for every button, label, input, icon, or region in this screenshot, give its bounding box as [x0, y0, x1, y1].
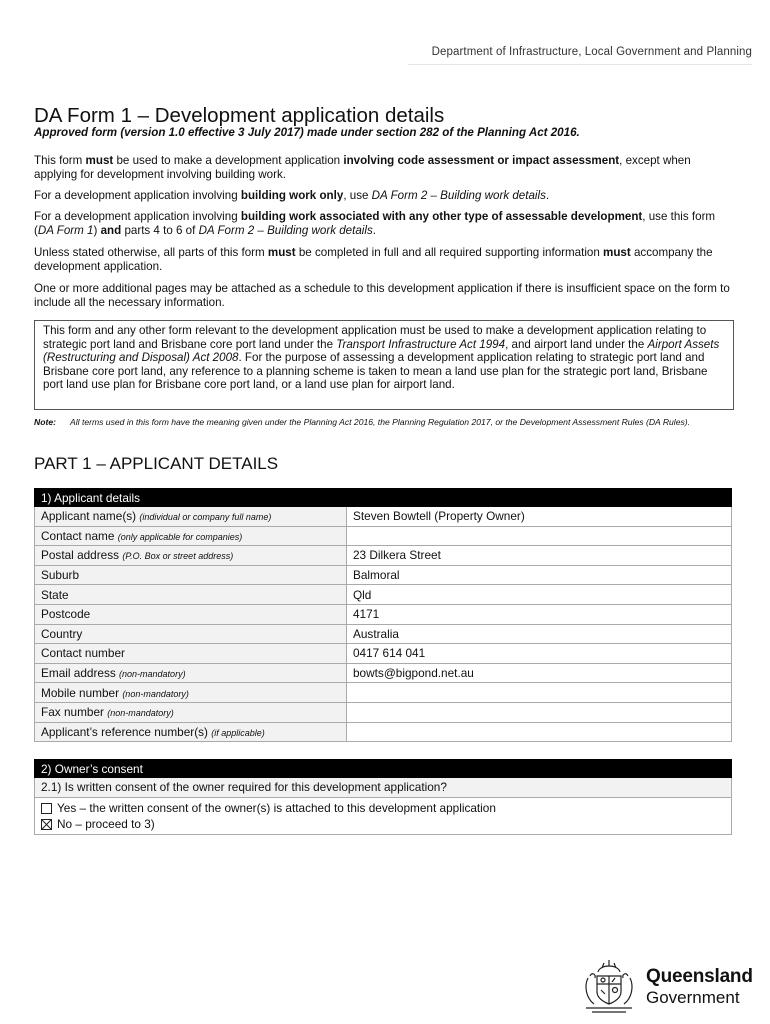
table-row — [35, 663, 732, 683]
fax-number-field[interactable] — [347, 702, 732, 722]
table-row — [35, 585, 732, 605]
owners-consent-table — [34, 759, 732, 835]
email-address-label: Email address (non-mandatory) — [35, 663, 347, 683]
country-field[interactable]: Australia — [347, 624, 732, 644]
contact-name-field[interactable] — [347, 526, 732, 546]
intro-paragraph-3: For a development application involving building work associated with any other type of assessable development, use this form (DA Form 1) and parts 4 to 6 of DA Form 2 – Building work details. — [34, 210, 716, 237]
fax-number-label: Fax number (non-mandatory) — [35, 702, 347, 722]
intro-paragraph-2: For a development application involving building work only, use DA Form 2 – Building work details. — [34, 189, 550, 202]
table-row — [35, 565, 732, 585]
table-row — [35, 702, 732, 722]
checkbox-icon[interactable] — [41, 803, 52, 814]
applicant-name-field[interactable]: Steven Bowtell (Property Owner) — [347, 507, 732, 527]
table-row — [35, 546, 732, 566]
suburb-label: Suburb — [35, 565, 347, 585]
logo-line-1: Queensland — [646, 966, 753, 987]
owners-consent-question: 2.1) Is written consent of the owner required for this development application? — [35, 778, 732, 798]
mobile-number-field[interactable] — [347, 683, 732, 703]
queensland-government-logo — [580, 958, 755, 1016]
mobile-number-label: Mobile number (non-mandatory) — [35, 683, 347, 703]
logo-line-2: Government — [646, 988, 740, 1007]
contact-number-label: Contact number — [35, 644, 347, 664]
postcode-label: Postcode — [35, 604, 347, 624]
postcode-field[interactable]: 4171 — [347, 604, 732, 624]
intro-paragraph-4: Unless stated otherwise, all parts of this form must be completed in full and all required supporting information must accompany the development application. — [34, 246, 713, 273]
email-address-field[interactable]: bowts@bigpond.net.au — [347, 663, 732, 683]
consent-option-yes-label: Yes – the written consent of the owner(s) is attached to this development application — [57, 800, 496, 815]
table-row — [35, 604, 732, 624]
table-row — [35, 526, 732, 546]
table-row — [35, 722, 732, 742]
contact-number-field[interactable]: 0417 614 041 — [347, 644, 732, 664]
state-field[interactable]: Qld — [347, 585, 732, 605]
note-label: Note: — [34, 417, 56, 427]
owners-consent-options — [35, 797, 732, 834]
applicant-name-label: Applicant name(s) (individual or company full name) — [35, 507, 347, 527]
owners-consent-heading: 2) Owner’s consent — [35, 760, 732, 778]
applicant-details-table — [34, 488, 732, 742]
intro-paragraph-5: One or more additional pages may be attached as a schedule to this development application if there is insufficient space on the form to include all the necessary information. — [34, 282, 730, 309]
state-label: State — [35, 585, 347, 605]
table-row — [35, 507, 732, 527]
postal-address-label: Postal address (P.O. Box or street address) — [35, 546, 347, 566]
coat-of-arms-icon — [580, 958, 638, 1016]
intro-paragraph-1: This form must be used to make a development application involving code assessment or impact assessment, except when applying for development involving building work. — [34, 154, 691, 181]
reference-number-label: Applicant’s reference number(s) (if applicable) — [35, 722, 347, 742]
form-subtitle: Approved form (version 1.0 effective 3 July 2017) made under section 282 of the Planning Act 2016. — [34, 126, 580, 139]
form-title: DA Form 1 – Development application details — [34, 104, 445, 127]
suburb-field[interactable]: Balmoral — [347, 565, 732, 585]
terms-note — [34, 416, 724, 429]
department-name: Department of Infrastructure, Local Government and Planning — [431, 46, 752, 58]
table-row — [35, 644, 732, 664]
consent-option-no[interactable] — [41, 816, 725, 832]
applicant-details-heading: 1) Applicant details — [35, 489, 732, 507]
country-label: Country — [35, 624, 347, 644]
reference-number-field[interactable] — [347, 722, 732, 742]
postal-address-field[interactable]: 23 Dilkera Street — [347, 546, 732, 566]
header-divider — [408, 64, 752, 65]
table-row — [35, 683, 732, 703]
port-land-notice-box: This form and any other form relevant to the development application must be used to make a development application relating to strategic port land and Brisbane core port land under the Transport Infrastructure Act 1994, and airport land under the Airport Assets (Restructuring and Disposal) Act 2008. For the purpose of assessing a development application relating to strategic port land and Brisbane core port land, any reference to a planning scheme is taken to mean a land use plan for the strategic port land, Brisbane port land use plan for Brisbane core port land, or a land use plan for airport land. — [34, 320, 734, 410]
note-text: All terms used in this form have the meaning given under the Planning Act 2016, the Planning Regulation 2017, or the Development Assessment Rules (DA Rules). — [70, 417, 691, 427]
checked-checkbox-icon[interactable] — [41, 819, 52, 830]
table-row — [35, 624, 732, 644]
contact-name-label: Contact name (only applicable for companies) — [35, 526, 347, 546]
consent-option-yes[interactable] — [41, 800, 725, 816]
consent-option-no-label: No – proceed to 3) — [57, 816, 155, 831]
part-1-title: PART 1 – APPLICANT DETAILS — [34, 454, 279, 473]
